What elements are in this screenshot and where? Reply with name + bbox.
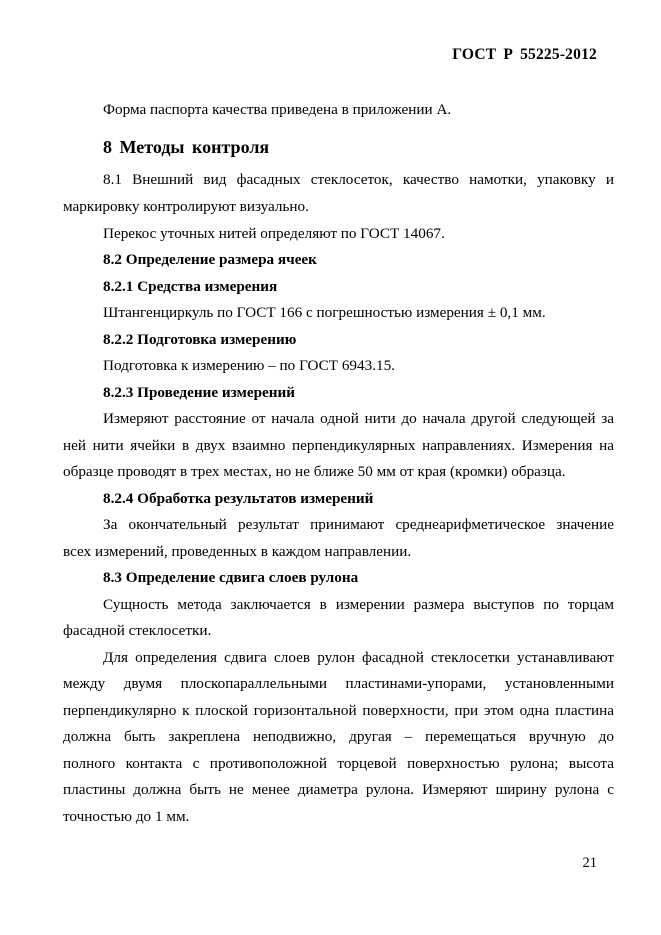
subsection-heading: 8.3 Определение сдвига слоев рулона — [103, 569, 359, 586]
paragraph-line: Измеряют расстояние от начала одной нити до начала другой следующей за — [103, 410, 614, 427]
subsection-heading: 8.2.3 Проведение измерений — [103, 384, 296, 401]
paragraph-line: полного контакта с противоположной торцевой поверхностью рулона; высота — [63, 755, 614, 772]
paragraph-line: перпендикулярно к плоской горизонтальной поверхности, при этом одна пластина — [63, 702, 614, 719]
subsection-heading: 8.2 Определение размера ячеек — [103, 251, 317, 268]
paragraph-line: между двумя плоскопараллельными пластинами-упорами, установленными — [63, 675, 614, 692]
paragraph-line: образце проводят в трех местах, но не ближе 50 мм от края (кромки) образца. — [63, 463, 566, 480]
paragraph-line: должна быть закреплена неподвижно, другая – перемещаться вручную до — [63, 728, 614, 745]
section-heading: 8 Методы контроля — [103, 137, 270, 157]
paragraph-line: всех измерений, проведенных в каждом направлении. — [63, 543, 412, 560]
subsection-heading: 8.2.2 Подготовка измерению — [103, 331, 297, 348]
paragraph-line: пластины должна быть не менее диаметра рулона. Измеряют ширину рулона с — [63, 781, 614, 798]
paragraph-line: маркировку контролируют визуально. — [63, 198, 309, 215]
paragraph-line: Штангенциркуль по ГОСТ 166 с погрешностью измерения ± 0,1 мм. — [103, 304, 546, 321]
paragraph-line: Сущность метода заключается в измерении размера выступов по торцам — [103, 596, 614, 613]
subsection-heading: 8.2.4 Обработка результатов измерений — [103, 490, 374, 507]
paragraph-line: ней нити ячейки в двух взаимно перпендикулярных направлениях. Измерения на — [63, 437, 614, 454]
paragraph-line: За окончательный результат принимают среднеарифметическое значение — [103, 516, 614, 533]
paragraph-line: точностью до 1 мм. — [63, 808, 190, 825]
page-number: 21 — [582, 855, 597, 871]
paragraph-line: Подготовка к измерению – по ГОСТ 6943.15. — [103, 357, 395, 374]
paragraph-line: Форма паспорта качества приведена в приложении А. — [103, 101, 452, 118]
paragraph-line: фасадной стеклосетки. — [63, 622, 212, 639]
paragraph-line: Перекос уточных нитей определяют по ГОСТ 14067. — [103, 225, 445, 242]
paragraph-line: Для определения сдвига слоев рулон фасадной стеклосетки устанавливают — [103, 649, 614, 666]
paragraph-line: 8.1 Внешний вид фасадных стеклосеток, качество намотки, упаковку и — [103, 171, 614, 188]
document-designation: ГОСТ Р 55225-2012 — [452, 46, 597, 63]
subsection-heading: 8.2.1 Средства измерения — [103, 278, 278, 295]
